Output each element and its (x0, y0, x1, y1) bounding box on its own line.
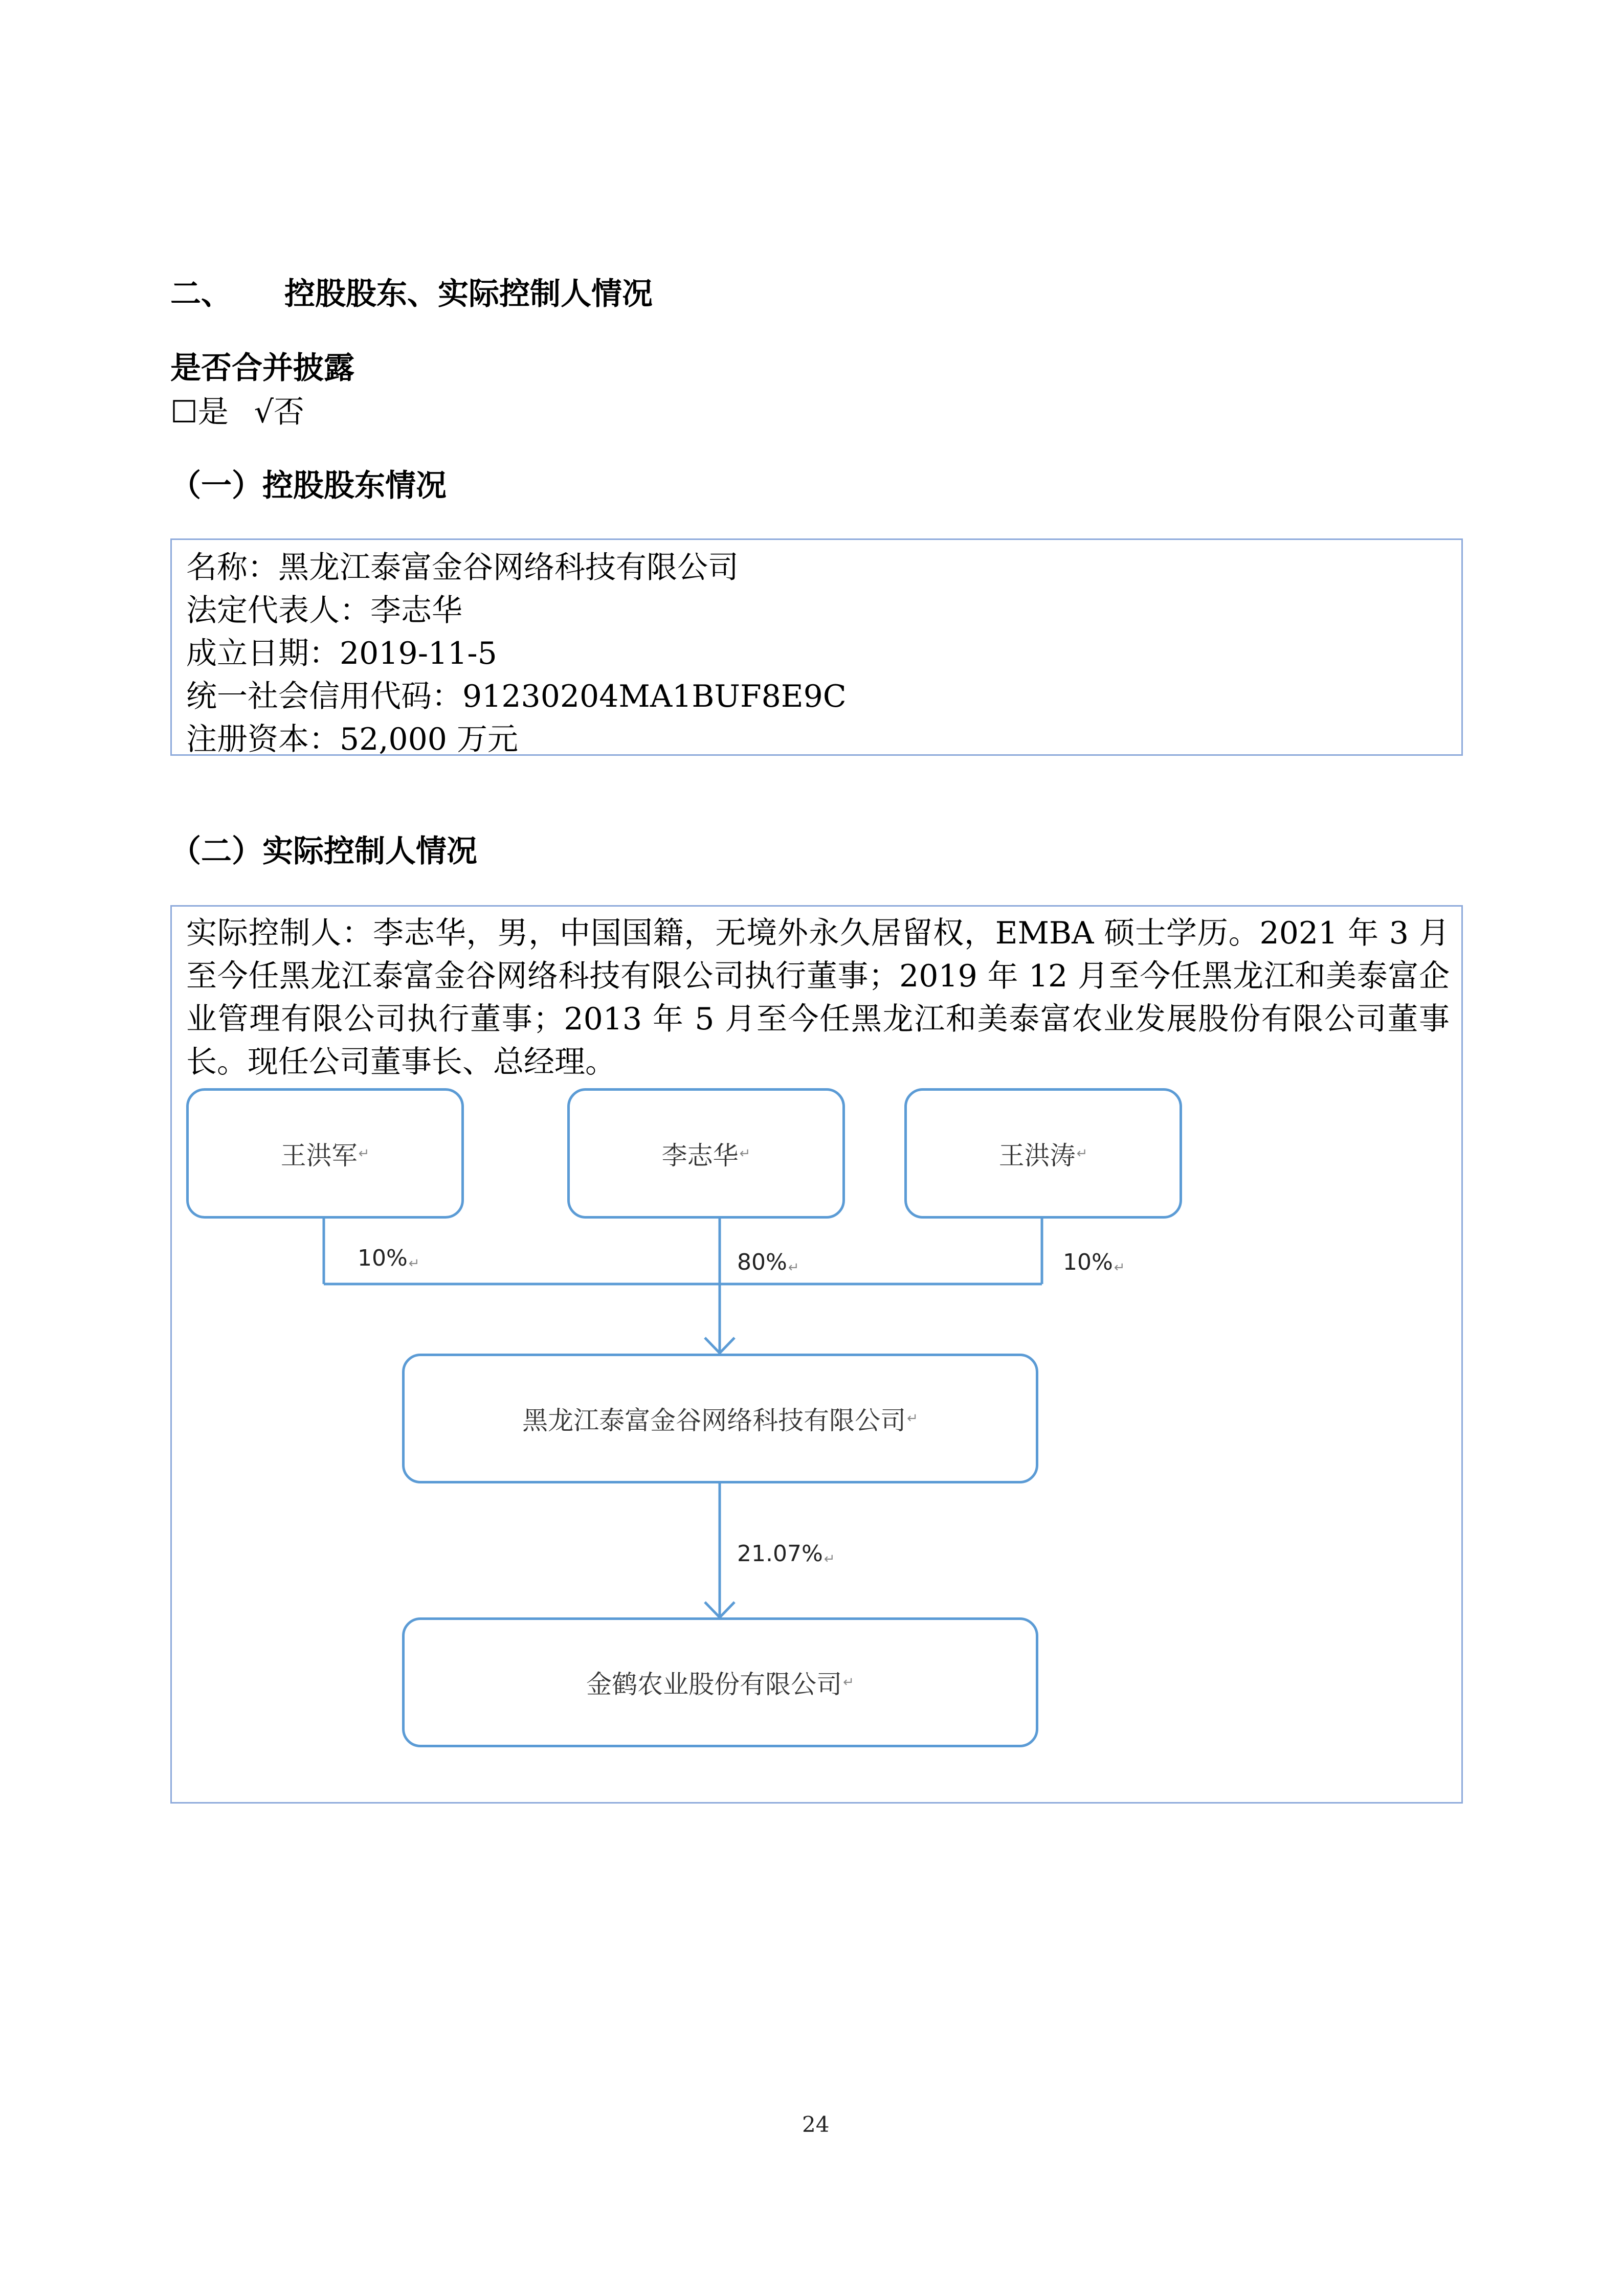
shareholder-node-wang-hongjun (186, 1088, 464, 1219)
credit-code-line: 统一社会信用代码：91230204MA1BUF8E9C (186, 679, 847, 714)
actual-controller-heading: （二）实际控制人情况 (170, 834, 477, 869)
registered-capital-line: 注册资本：52,000 万元 (186, 722, 519, 757)
option-yes-label: 是 (197, 394, 229, 430)
option-no-label: 否 (274, 394, 305, 430)
node-label: 李志华 (661, 1140, 739, 1170)
percent-label-li-zhihua: 80%↵ (737, 1249, 799, 1275)
consolidation-question: 是否合并披露 (170, 350, 354, 386)
holding-company-node (402, 1354, 1038, 1483)
percent-label-wang-hongtao: 10%↵ (1063, 1249, 1125, 1275)
return-mark-icon: ↵ (358, 1145, 370, 1161)
establishment-date-line: 成立日期：2019-11-5 (186, 636, 497, 671)
shareholder-node-li-zhihua (567, 1088, 845, 1219)
return-mark-icon: ↵ (1076, 1145, 1088, 1161)
return-mark-icon: ↵ (843, 1675, 854, 1690)
return-mark-icon: ↵ (788, 1260, 799, 1275)
node-label: 金鹤农业股份有限公司 (586, 1670, 842, 1699)
checkmark-icon: √ (254, 394, 274, 430)
controlling-shareholder-heading: （一）控股股东情况 (170, 468, 447, 504)
page-number: 24 (802, 2112, 830, 2137)
section-number: 二、 (170, 276, 232, 312)
legal-representative-line: 法定代表人：李志华 (186, 593, 462, 628)
node-label: 黑龙江泰富金谷网络科技有限公司 (522, 1406, 906, 1435)
shareholder-name-line: 名称：黑龙江泰富金谷网络科技有限公司 (186, 550, 739, 586)
node-label: 王洪军 (280, 1140, 358, 1170)
controlling-shareholder-box (170, 538, 1463, 756)
consolidation-options (170, 391, 304, 434)
percent-label-holding-company: 21.07%↵ (737, 1541, 835, 1567)
return-mark-icon: ↵ (1114, 1260, 1125, 1275)
section-title: 控股股东、实际控制人情况 (284, 276, 653, 312)
return-mark-icon: ↵ (824, 1551, 835, 1567)
actual-controller-box (170, 905, 1463, 1804)
return-mark-icon: ↵ (739, 1145, 751, 1161)
actual-controller-description: 实际控制人：李志华，男，中国国籍，无境外永久居留权，EMBA 硕士学历。2021 年 3 月至今任黑龙江泰富金谷网络科技有限公司执行董事；2019 年 12 月至今任黑龙江和美泰富企业管理有限公司执行董事；2013 年 5 月至今任黑龙江和美泰富农业发展股份有限公司董事长。现任公司董事长、总经理。 (186, 915, 1450, 1080)
checkbox-empty-icon: ☐ (170, 394, 198, 430)
shareholder-node-wang-hongtao (904, 1088, 1182, 1219)
listed-company-node (402, 1617, 1038, 1747)
node-label: 王洪涛 (998, 1140, 1076, 1170)
return-mark-icon: ↵ (408, 1256, 420, 1271)
return-mark-icon: ↵ (907, 1411, 918, 1426)
percent-label-wang-hongjun: 10%↵ (358, 1245, 420, 1271)
